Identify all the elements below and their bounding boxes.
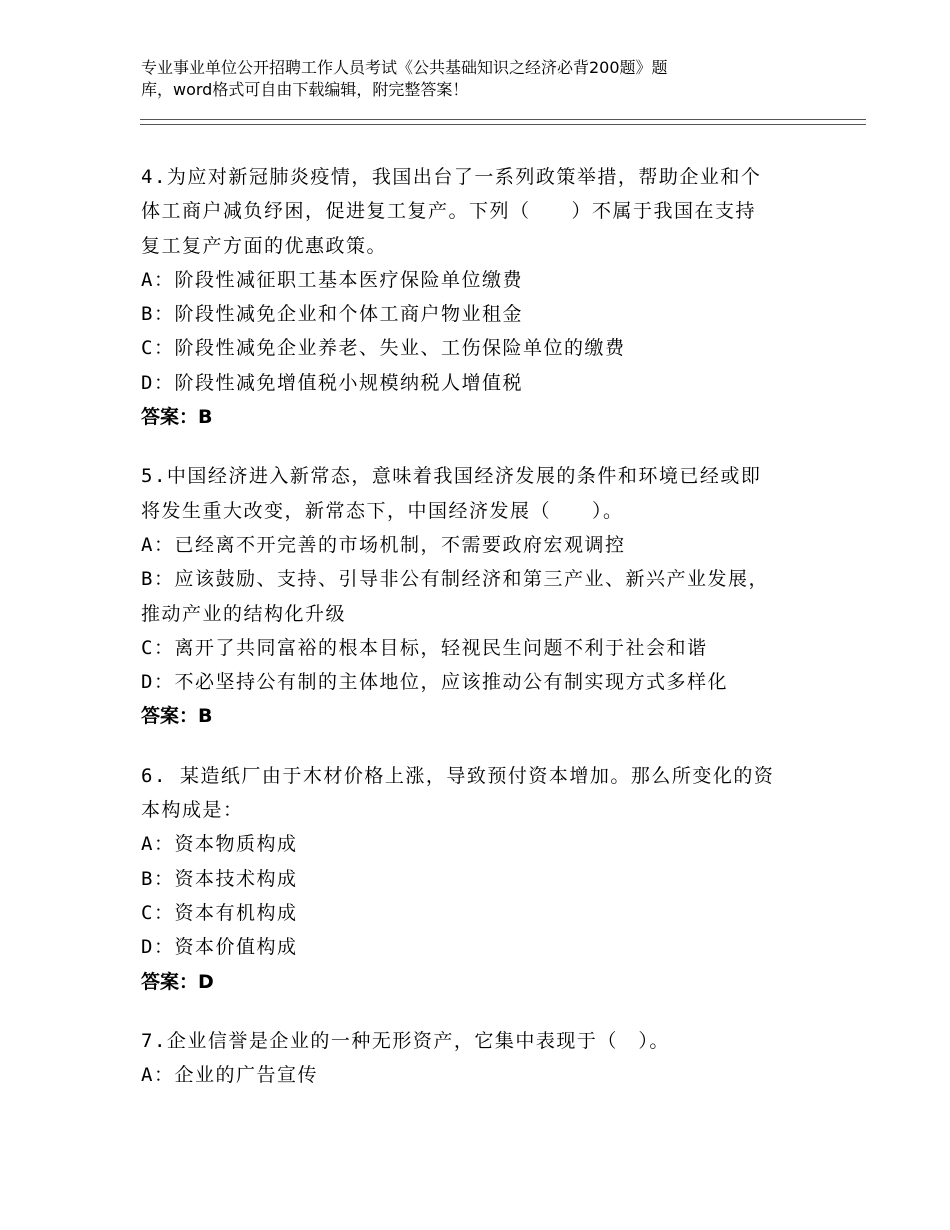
- option-d: D：不必坚持公有制的主体地位，应该推动公有制实现方式多样化: [141, 671, 728, 694]
- header-line-2: 库，word格式可自由下载编辑，附完整答案！: [141, 80, 469, 99]
- option-c: C：离开了共同富裕的根本目标，轻视民生问题不利于社会和谐: [141, 636, 708, 659]
- question-stem: 将发生重大改变，新常态下，中国经济发展（ ）。: [141, 499, 624, 522]
- option-d: D：阶段性减免增值税小规模纳税人增值税: [141, 371, 523, 394]
- answer-label: 答案：D: [141, 970, 214, 993]
- question-stem: 5.中国经济进入新常态，意味着我国经济发展的条件和环境已经或即: [141, 465, 762, 488]
- header-divider: [140, 119, 866, 125]
- option-c: C：资本有机构成: [141, 901, 298, 924]
- question-4: [141, 160, 821, 434]
- option-b: B：阶段性减免企业和个体工商户物业租金: [141, 303, 523, 326]
- question-stem: 本构成是：: [141, 799, 244, 822]
- option-b-continued: 推动产业的结构化升级: [141, 602, 347, 625]
- option-d: D：资本价值构成: [141, 936, 298, 959]
- option-a: A：资本物质构成: [141, 833, 298, 856]
- question-stem: 7.企业信誉是企业的一种无形资产，它集中表现于（ ）。: [141, 1029, 670, 1052]
- question-list: [141, 160, 821, 1117]
- document-header: [141, 57, 781, 101]
- question-stem: 6. 某造纸厂由于木材价格上涨，导致预付资本增加。那么所变化的资: [141, 764, 775, 787]
- header-line-1: 专业事业单位公开招聘工作人员考试《公共基础知识之经济必背200题》题: [141, 58, 668, 77]
- question-stem: 复工复产方面的优惠政策。: [141, 234, 388, 257]
- option-b: B：资本技术构成: [141, 867, 298, 890]
- question-5: [141, 459, 821, 733]
- option-a: A：已经离不开完善的市场机制，不需要政府宏观调控: [141, 533, 626, 556]
- question-stem: 体工商户减负纾困，促进复工复产。下列（ ）不属于我国在支持: [141, 200, 757, 223]
- answer-label: 答案：B: [141, 406, 213, 429]
- question-6: [141, 759, 821, 999]
- answer-label: 答案：B: [141, 705, 213, 728]
- option-b: B：应该鼓励、支持、引导非公有制经济和第三产业、新兴产业发展，: [141, 568, 769, 591]
- option-a: A：企业的广告宣传: [141, 1064, 318, 1087]
- question-stem: 4.为应对新冠肺炎疫情，我国出台了一系列政策举措，帮助企业和个: [141, 166, 762, 188]
- question-7: [141, 1024, 821, 1093]
- option-a: A：阶段性减征职工基本医疗保险单位缴费: [141, 268, 523, 291]
- option-c: C：阶段性减免企业养老、失业、工伤保险单位的缴费: [141, 337, 626, 360]
